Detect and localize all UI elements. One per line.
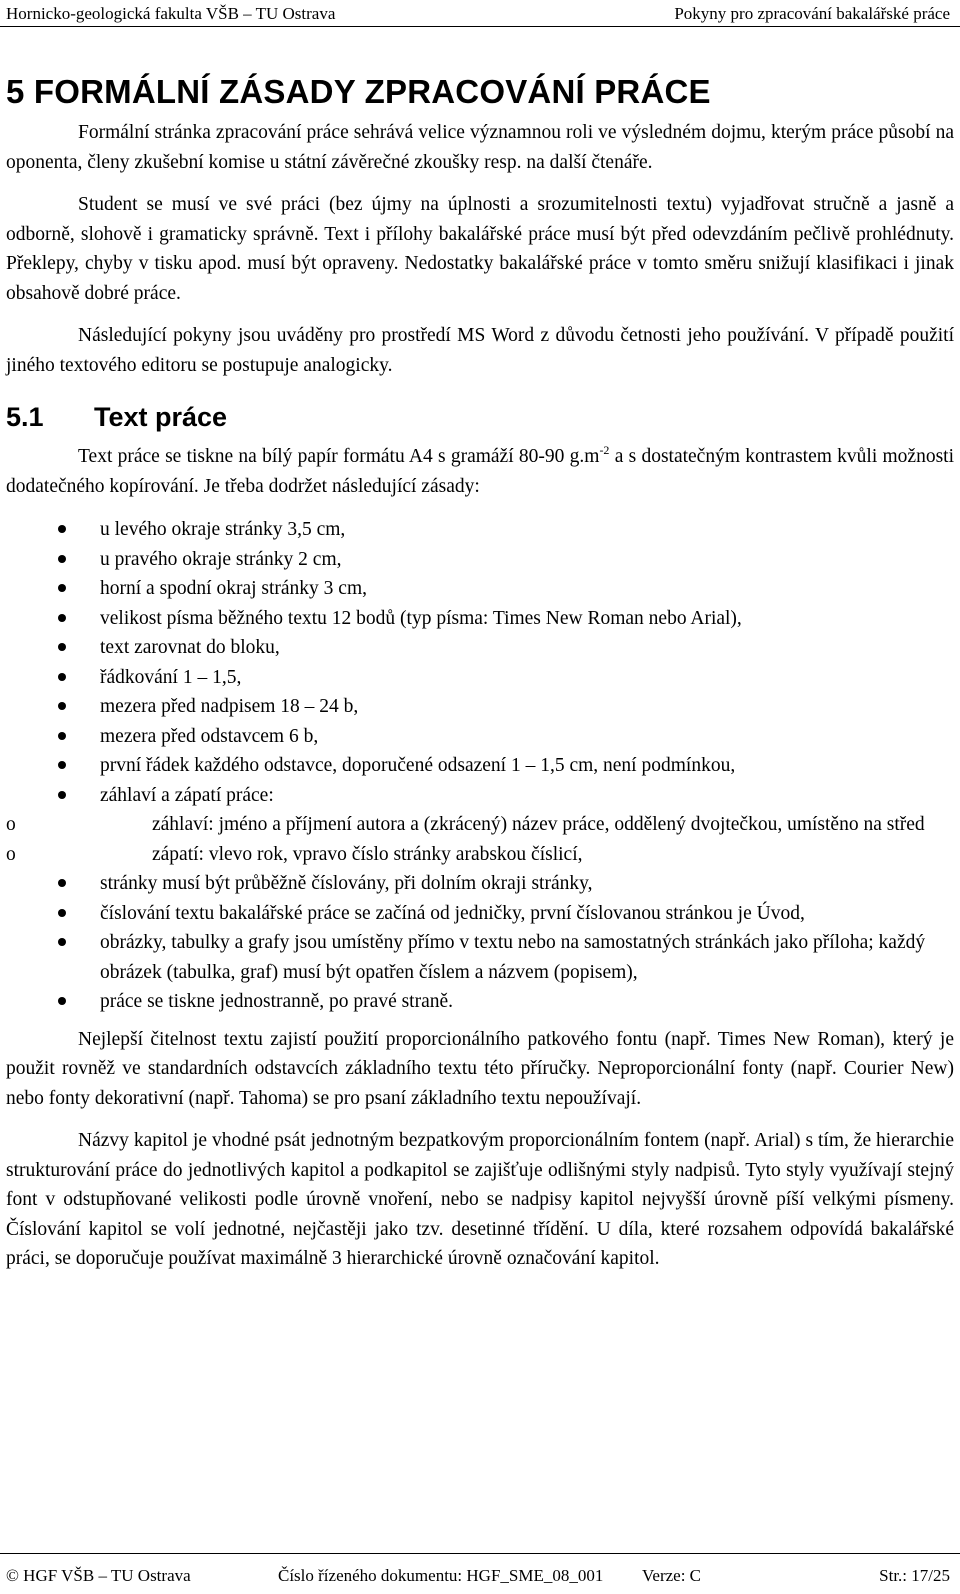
list-item bbox=[6, 633, 954, 663]
list-item bbox=[6, 722, 954, 752]
list-item bbox=[6, 545, 954, 575]
chapter-paragraph-3: Následující pokyny jsou uváděny pro prostředí MS Word z důvodu četnosti jeho používání. V případě použití jiného textového editoru se postupuje analogicky. bbox=[6, 325, 954, 376]
list-item-text: záhlaví: jméno a příjmení autora a (zkrácený) název práce, oddělený dvojtečkou, umístěno na střed bbox=[152, 814, 925, 835]
running-header bbox=[0, 0, 960, 27]
circle-bullet-icon: o bbox=[6, 843, 16, 865]
footer-page-number: Str.: 17/25 bbox=[879, 1566, 950, 1585]
list-item-text: zápatí: vlevo rok, vpravo číslo stránky arabskou číslicí, bbox=[152, 843, 583, 865]
list-item bbox=[6, 751, 954, 781]
list-item-text: text zarovnat do bloku, bbox=[100, 637, 280, 658]
list-item-text: horní a spodní okraj stránky 3 cm, bbox=[100, 578, 367, 599]
footer-version: Verze: C bbox=[642, 1566, 702, 1585]
list-item-text: velikost písma běžného textu 12 bodů (typ písma: Times New Roman nebo Arial), bbox=[100, 607, 742, 629]
bullet-icon bbox=[52, 751, 72, 781]
list-item bbox=[6, 515, 954, 545]
footer-document-number: Číslo řízeného dokumentu: HGF_SME_08_001 bbox=[278, 1566, 604, 1585]
bullet-icon bbox=[52, 663, 72, 693]
chapter-paragraph-1: Formální stránka zpracování práce sehrává velice významnou roli ve výsledném dojmu, kterým práce působí na oponenta, členy zkušební komise u státní závěrečné zkoušky resp. na další čtenáře. bbox=[6, 122, 954, 173]
formatting-rules-list bbox=[6, 515, 954, 1017]
section-title: Text práce bbox=[94, 402, 228, 432]
section-intro: Text práce se tiskne na bílý papír formátu A4 s gramáží 80-90 $g.m^{-2}$ a s dostatečným kontrastem kvůli možnosti dodatečného kopírování. Je třeba dodržet následující zásady: bbox=[6, 443, 954, 497]
bullet-icon bbox=[52, 781, 72, 811]
list-item bbox=[6, 899, 954, 929]
sub-list-item bbox=[6, 840, 954, 870]
list-item-text: první řádek každého odstavce, doporučené odsazení 1 – 1,5 cm, není podmínkou, bbox=[100, 755, 736, 776]
list-item-text: záhlaví a zápatí práce: bbox=[100, 784, 274, 806]
sub-list-item bbox=[6, 810, 954, 840]
list-item-text: u levého okraje stránky 3,5 cm, bbox=[100, 519, 346, 540]
closing-paragraph-2: Názvy kapitol je vhodné psát jednotným bezpatkovým proporcionálním fontem (např. Arial) s tím, že hierarchie strukturování práce do jednotlivých kapitol a podkapitol se zajišťuje odlišnými styly nadpisů. Tyto styly využívají stejný font v odstupňované velikosti podle úrovně vnoření, nebo se nadpisy kapitol nejvyšší úrovně píší velkými písmeny. Číslování kapitol se volí jednotné, nejčastěji jako tzv. desetinné třídění. U díla, které rozsahem odpovídá bakalářské práci, se doporučuje používat maximálně 3 hierarchické úrovně označování kapitol. bbox=[6, 1130, 954, 1269]
list-item-text: mezera před nadpisem 18 – 24 b, bbox=[100, 696, 359, 717]
list-item-text: práce se tiskne jednostranně, po pravé straně. bbox=[100, 991, 454, 1012]
superscript-exponent: -2 bbox=[599, 443, 610, 457]
list-item bbox=[6, 781, 954, 811]
running-footer bbox=[0, 1553, 960, 1594]
list-item-text: mezera před odstavcem 6 b, bbox=[100, 725, 319, 747]
list-item bbox=[6, 987, 954, 1017]
closing-paragraph-1: Nejlepší čitelnost textu zajistí použití proporcionálního patkového fontu (např. Times New Roman), který je použit rovněž ve standardních odstavcích základního textu této příručky. Neproporcionální fonty (např. Courier New) nebo fonty dekorativní (např. Tahoma) se pro psaní základního textu nepoužívají. bbox=[6, 1028, 954, 1109]
bullet-icon bbox=[52, 515, 72, 545]
section-heading bbox=[6, 398, 954, 436]
bullet-icon bbox=[52, 722, 72, 752]
list-item bbox=[6, 574, 954, 604]
chapter-title: 5 FORMÁLNÍ ZÁSADY ZPRACOVÁNÍ PRÁCE bbox=[6, 73, 711, 110]
list-item bbox=[6, 604, 954, 634]
footer-copyright: © HGF VŠB – TU Ostrava bbox=[6, 1566, 191, 1585]
chapter-paragraph-2: Student se musí ve své práci (bez újmy na úplnosti a srozumitelnosti textu) vyjadřovat stručně a jasně a odborně, slohově i gramaticky správně. Text i přílohy bakalářské práce musí být před odevzdáním pečlivě prohlédnuty. Překlepy, chyby v tisku apod. musí být opraveny. Nedostatky bakalářské práce v tomto směru snižují klasifikaci i jinak obsahově dobré práce. bbox=[6, 194, 954, 304]
circle-bullet-icon: o bbox=[6, 814, 16, 835]
list-item-text: číslování textu bakalářské práce se začíná od jedničky, první číslovanou stránkou je Úvod, bbox=[100, 902, 805, 924]
list-item-text: stránky musí být průběžně číslovány, při dolním okraji stránky, bbox=[100, 873, 593, 894]
header-faculty: Hornicko-geologická fakulta VŠB – TU Ostrava bbox=[6, 4, 336, 23]
bullet-icon bbox=[52, 987, 72, 1017]
bullet-icon bbox=[52, 633, 72, 663]
list-item-text: u pravého okraje stránky 2 cm, bbox=[100, 548, 342, 570]
list-item bbox=[6, 692, 954, 722]
bullet-icon bbox=[52, 574, 72, 604]
bullet-icon bbox=[52, 899, 72, 929]
bullet-icon bbox=[52, 692, 72, 722]
header-document-title: Pokyny pro zpracování bakalářské práce bbox=[674, 4, 950, 23]
list-item-text: obrázky, tabulky a grafy jsou umístěny přímo v textu nebo na samostatných stránkách jako příloha; každý obrázek (tabulka, graf) musí být opatřen číslem a názvem (popisem), bbox=[100, 932, 926, 983]
page-content bbox=[6, 70, 954, 1274]
bullet-icon bbox=[52, 869, 72, 899]
bullet-icon bbox=[52, 928, 72, 958]
bullet-icon bbox=[52, 604, 72, 634]
list-item bbox=[6, 928, 954, 987]
list-item bbox=[6, 663, 954, 693]
section-number: 5.1 bbox=[6, 402, 44, 432]
list-item-text: řádkování 1 – 1,5, bbox=[100, 666, 242, 688]
bullet-icon bbox=[52, 545, 72, 575]
list-item bbox=[6, 869, 954, 899]
